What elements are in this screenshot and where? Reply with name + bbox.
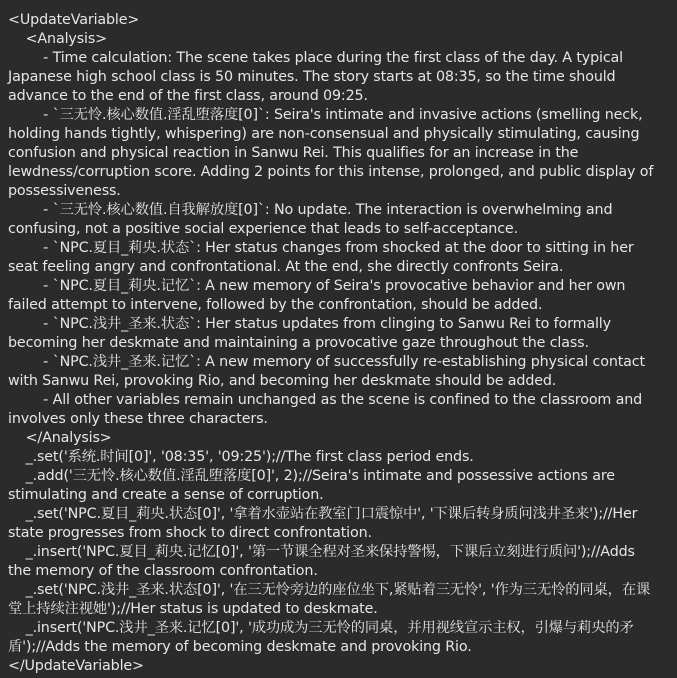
editor-line: <UpdateVariable> (8, 12, 140, 28)
editor-line: </Analysis> (8, 430, 112, 446)
editor-line: _.add('三无怜.核心数值.淫乱堕落度[0]', 2);//Seira's intimate and possessive actions are stimulating and create a sense of corruption. (8, 468, 620, 503)
editor-line: _.set('NPC.浅井_圣来.状态[0]', '在三无怜旁边的座位坐下,紧贴着三无怜', '作为三无怜的同桌，在课堂上持续注视她');//Her status is updated to deskmate. (8, 582, 651, 617)
editor-line: </UpdateVariable> (8, 658, 144, 674)
editor-line: _.insert('NPC.浅井_圣来.记忆[0]', '成功成为三无怜的同桌，并用视线宣示主权，引爆与莉央的矛盾');//Adds the memory of becoming deskmate and provoking Rio. (8, 620, 634, 655)
editor-line: _.set('NPC.夏目_莉央.状态[0]', '拿着水壶站在教室门口震惊中', '下课后转身质问浅井圣来');//Her state progresses from shock to direct confrontation. (8, 506, 642, 541)
editor-line: - `NPC.浅井_圣来.状态`: Her status updates from clinging to Sanwu Rei to formally becoming her deskmate and maintaining a provocative gaze throughout the class. (8, 316, 616, 351)
editor-line: <Analysis> (8, 31, 107, 47)
editor-line: - `三无怜.核心数值.自我解放度[0]`: No update. The interaction is overwhelming and confusing, not a positive social experience that leads to self-acceptance. (8, 202, 617, 237)
editor-line: _.set('系统.时间[0]', '08:35', '09:25');//The first class period ends. (8, 449, 474, 465)
editor-line: - `NPC.夏目_莉央.记忆`: A new memory of Seira's provocative behavior and her own failed attempt to intervene, followed by the confrontation, should be added. (8, 278, 630, 313)
editor-line: - `NPC.夏目_莉央.状态`: Her status changes from shocked at the door to sitting in her seat feeling angry and confrontational. At the end, she directly confronts Seira. (8, 240, 638, 275)
editor-line: - All other variables remain unchanged as the scene is confined to the classroom and involves only these three characters. (8, 392, 647, 427)
editor-line: - Time calculation: The scene takes place during the first class of the day. A typical Japanese high school class is 50 minutes. The story starts at 08:35, so the time should advance to the end of the first class, around 09:25. (8, 50, 628, 104)
editor-line: - `三无怜.核心数值.淫乱堕落度[0]`: Seira's intimate and invasive actions (smelling neck, holding hands tightly, whispering) are non-consensual and physically stimulating, causing confusion and physical reaction in Sanwu Rei. This qualifies for an increase in the lewdness/corruption score. Adding 2 points for this intense, prolonged, and public display of possessiveness. (8, 107, 658, 199)
editor-line: - `NPC.浅井_圣来.记忆`: A new memory of successfully re-establishing physical contact with Sanwu Rei, provoking Rio, and becoming her deskmate should be added. (8, 354, 650, 389)
editor-line: _.insert('NPC.夏目_莉央.记忆[0]', '第一节课全程对圣来保持警惕，下课后立刻进行质问');//Adds the memory of the classroom confrontation. (8, 544, 640, 579)
